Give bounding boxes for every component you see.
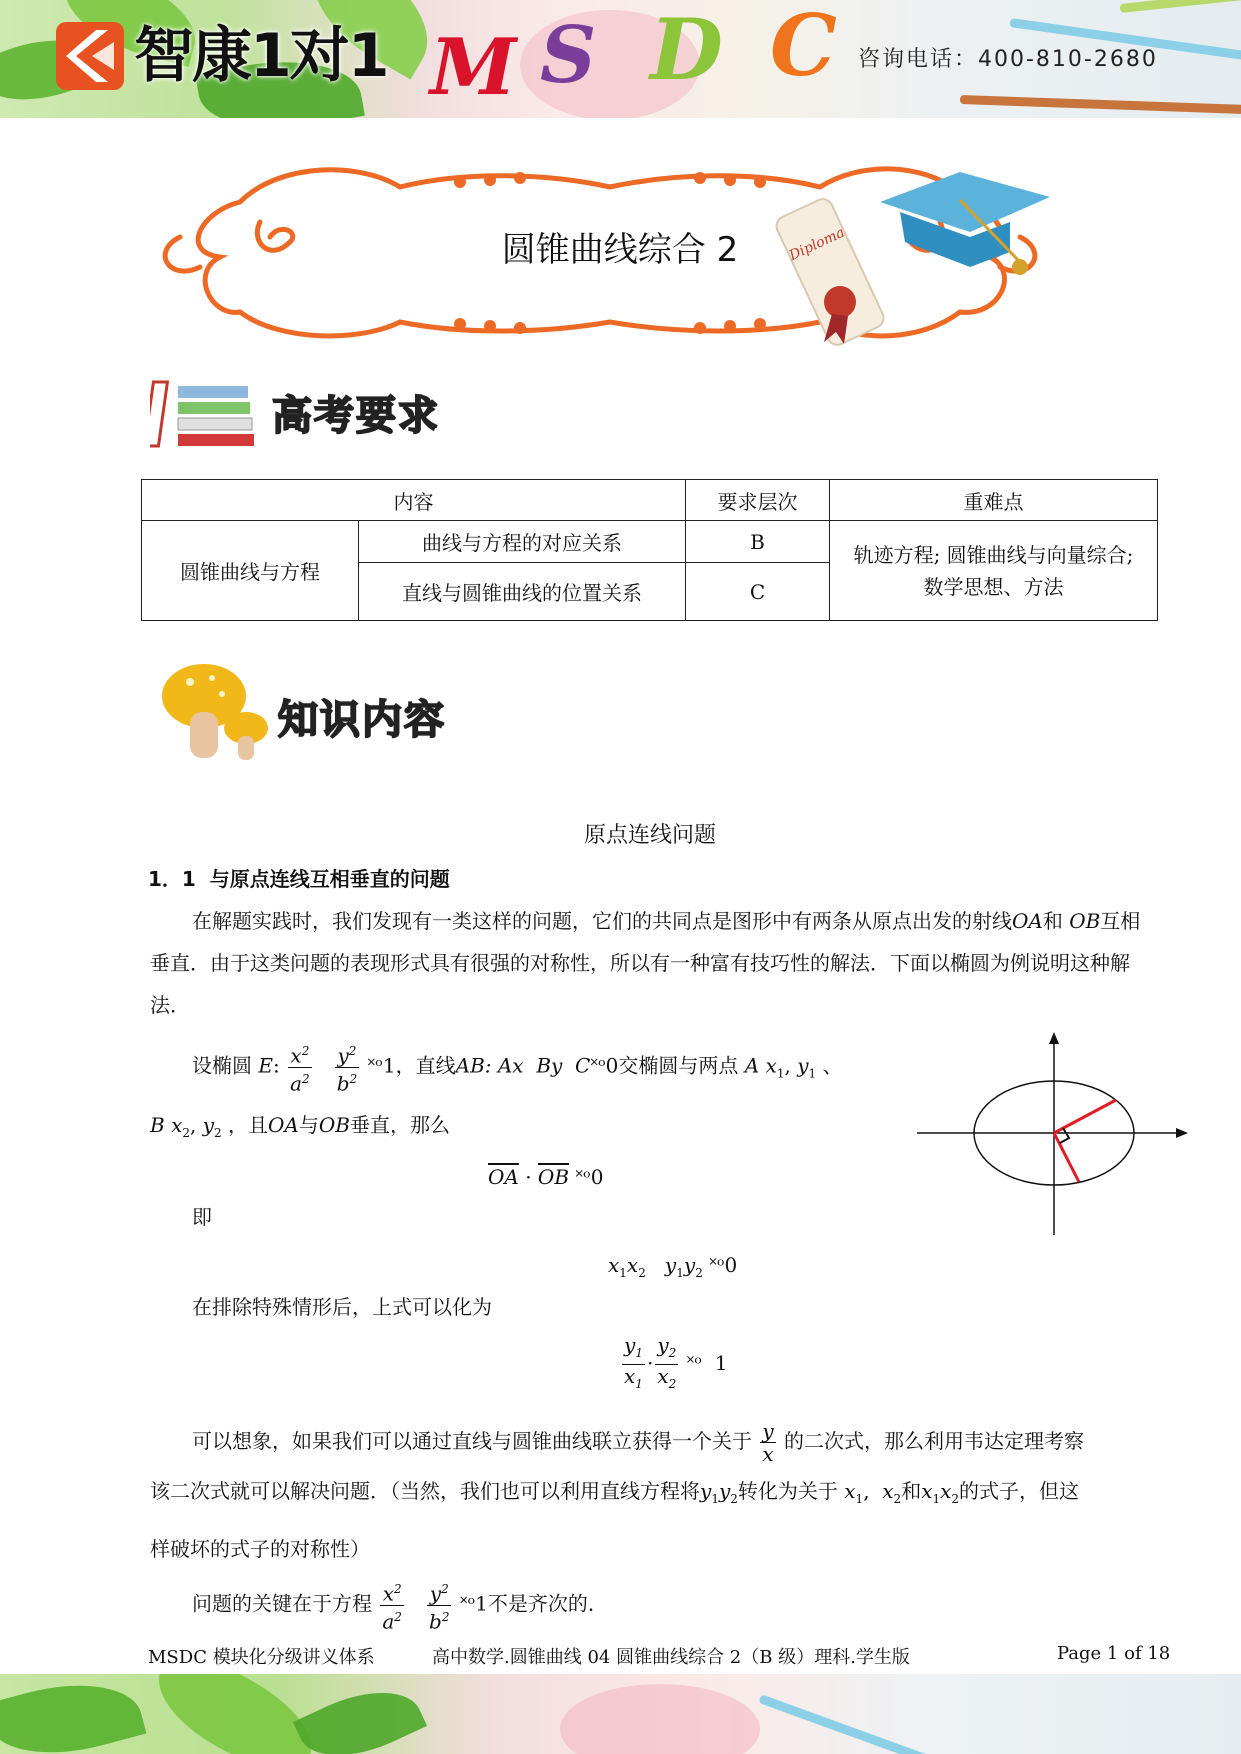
paragraph: 在排除特殊情形后，上式可以化为 (192, 1295, 492, 1319)
footer-series: MSDC 模块化分级讲义体系 (148, 1647, 375, 1668)
setup-line: 设椭圆 E: $\frac{x^2}{a^2}$ $\frac{y^2}{b^2}$ ˟ᵒ1，直线AB: Ax By C˟ᵒ0交椭圆与两点 A $x_1$, $y_1$ 、 (192, 1040, 843, 1099)
section-heading-requirements: 高考要求 (272, 393, 440, 439)
graduation-cap-icon (880, 172, 1050, 275)
table-cell-item: 直线与圆锥曲线的位置关系 (359, 563, 686, 621)
page-number: Page 1 of 18 (1057, 1643, 1171, 1664)
pencil-decoration (758, 1694, 949, 1754)
msdc-letter-d: D (650, 0, 723, 99)
books-icon (150, 378, 262, 450)
table-cell-item: 曲线与方程的对应关系 (359, 521, 686, 563)
key-points-line: 轨迹方程; 圆锥曲线与向量综合; (853, 542, 1134, 567)
equation: $x_1x_2$ $y_1y_2$ ˟ᵒ0 (608, 1253, 738, 1280)
table-header-row (142, 480, 1158, 521)
section-heading-knowledge: 知识内容 (278, 697, 446, 743)
paragraph: 可以想象，如果我们可以通过直线与圆锥曲线联立获得一个关于 $\frac{y}{x}$ 的二次式，那么利用韦达定理考察 该二次式就可以解决问题．（当然，我们也可以利用直线方程将$y_1y_2$转化为关于 $x_1$, $x_2$和$x_1x_2$的式子，但这 样破坏的式子的对称性） (150, 1419, 1085, 1561)
subsection-number: 1．1 (148, 867, 196, 891)
mushroom-icon (160, 660, 270, 766)
footer-banner (0, 1674, 1241, 1754)
msdc-letter-c: C (770, 0, 837, 95)
table-cell-level: C (686, 563, 830, 621)
leaf-decoration (293, 1674, 427, 1754)
ellipse-diagram (912, 1030, 1192, 1240)
content-subtitle: 原点连线问题 (583, 823, 716, 848)
consult-phone: 咨询电话：400-810-2680 (858, 47, 1158, 72)
subsection-title: 与原点连线互相垂直的问题 (209, 867, 450, 891)
document-title: 圆锥曲线综合 2 (501, 230, 739, 270)
equation: $\frac{y_1}{x_1}$ · $\frac{y_2}{x_2}$ ˟ᵒ 1 (624, 1333, 728, 1391)
table-header-content: 内容 (142, 480, 686, 521)
subsection-heading (148, 858, 450, 900)
header-banner (0, 0, 1241, 118)
msdc-letter-s: S (540, 10, 597, 101)
pencil-decoration (1120, 0, 1241, 13)
table-cell-key-points (830, 521, 1158, 621)
paragraph: 即 (192, 1205, 212, 1229)
brand-logo-mark (56, 22, 124, 90)
leaf-decoration (141, 1674, 328, 1754)
paragraph: 在解题实践时，我们发现有一类这样的问题，它们的共同点是图形中有两条从原点出发的射线OA和 OB互相垂直．由于这类问题的表现形式具有很强的对称性，所以有一种富有技巧性的解法．下面以椭圆为例说明这种解法． (150, 909, 1141, 1017)
table-row (142, 521, 1158, 563)
key-points-line: 数学思想、方法 (923, 574, 1064, 599)
pencil-decoration (960, 95, 1241, 114)
table-cell-topic: 圆锥曲线与方程 (142, 521, 359, 621)
table-header-level: 要求层次 (686, 480, 830, 521)
footer-course: 高中数学.圆锥曲线 04 圆锥曲线综合 2（B 级）理科.学生版 (432, 1647, 910, 1668)
x-axis-arrow-icon (1176, 1128, 1188, 1138)
butterfly-decoration (560, 1684, 760, 1754)
setup-line: B $x_2$, $y_2$ ，且OA与OB垂直，那么 (150, 1113, 450, 1140)
brand-logo-icon (56, 22, 124, 90)
leaf-decoration (0, 1674, 147, 1754)
y-axis-arrow-icon (1049, 1032, 1059, 1044)
table-header-key-points: 重难点 (830, 480, 1158, 521)
paragraph: 问题的关键在于方程 $\frac{x^2}{a^2}$ $\frac{y^2}{b^2}$ ˟ᵒ1不是齐次的． (192, 1578, 608, 1632)
brand-name: 智康1对1 (134, 21, 388, 91)
msdc-letter-m: M (430, 22, 517, 113)
requirements-table (141, 479, 1158, 621)
table-cell-level: B (686, 521, 830, 563)
vector-equation: $\overline{OA} \cdot \overline{OB}$ ˟ᵒ0 (488, 1165, 604, 1189)
svg-text:Diploma: Diploma (786, 224, 848, 265)
